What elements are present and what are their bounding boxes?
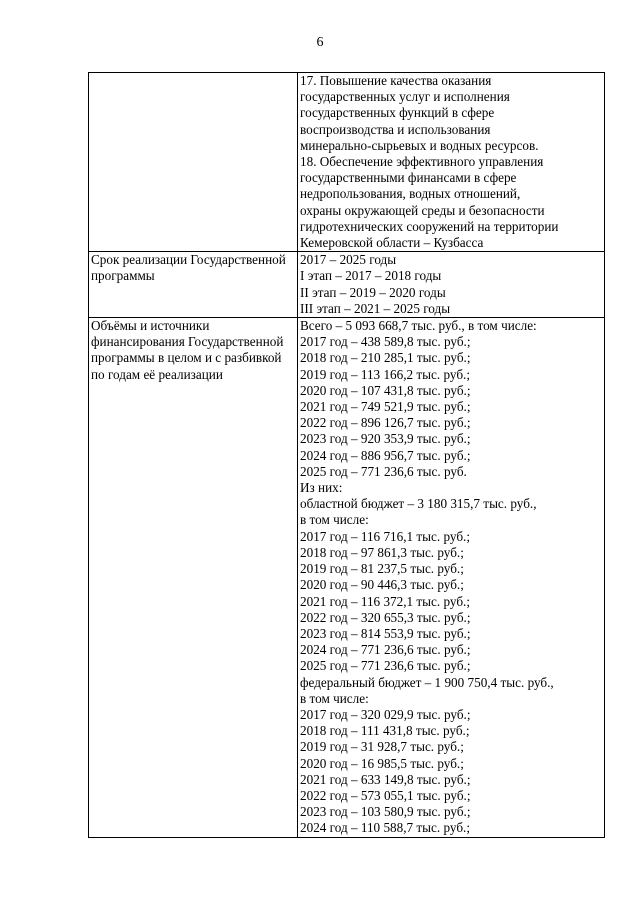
program-passport-table: [88, 72, 605, 838]
value-line: в том числе:: [300, 512, 369, 528]
value-line: 2018 год – 97 861,3 тыс. руб.;: [300, 544, 464, 560]
value-line: 2018 год – 111 431,8 тыс. руб.;: [300, 723, 470, 739]
value-line: государственных функций в сфере: [300, 105, 495, 121]
value-line: 2018 год – 210 285,1 тыс. руб.;: [300, 350, 471, 366]
value-line: 2022 год – 573 055,1 тыс. руб.;: [300, 787, 471, 803]
row-value-cell: [298, 318, 605, 838]
value-line: воспроизводства и использования: [300, 121, 491, 137]
value-line: в том числе:: [300, 690, 369, 706]
value-line: 2021 год – 633 149,8 тыс. руб.;: [300, 771, 471, 787]
value-line: Кемеровской области – Кузбасса: [300, 235, 484, 251]
page-number: 6: [316, 35, 324, 50]
value-line: I этап – 2017 – 2018 годы: [300, 268, 442, 284]
table-row-goals-continued: [89, 73, 605, 252]
value-line: минерально-сырьевых и водных ресурсов.: [300, 137, 539, 153]
value-line: 2019 год – 113 166,2 тыс. руб.;: [300, 366, 471, 382]
row-label: Срок реализации Государственной программы: [91, 252, 286, 284]
value-line: недропользования, водных отношений,: [300, 186, 521, 202]
value-line: 2023 год – 920 353,9 тыс. руб.;: [300, 431, 471, 447]
value-line: 2022 год – 896 126,7 тыс. руб.;: [300, 415, 471, 431]
value-line: 2017 – 2025 годы: [300, 252, 397, 268]
value-line: областной бюджет – 3 180 315,7 тыс. руб.,: [300, 496, 537, 512]
value-line: 2019 год – 81 237,5 тыс. руб.;: [300, 561, 464, 577]
value-line: 18. Обеспечение эффективного управления: [300, 154, 544, 170]
value-line: II этап – 2019 – 2020 годы: [300, 284, 446, 300]
table-body: [89, 73, 605, 838]
row-label-cell: [89, 252, 298, 318]
value-line: Из них:: [300, 480, 343, 496]
value-line: 2020 год – 107 431,8 тыс. руб.;: [300, 382, 471, 398]
value-line: 2020 год – 90 446,3 тыс. руб.;: [300, 577, 464, 593]
value-line: 2020 год – 16 985,5 тыс. руб.;: [300, 755, 464, 771]
value-line: 2021 год – 749 521,9 тыс. руб.;: [300, 399, 471, 415]
value-line: 2024 год – 886 956,7 тыс. руб.;: [300, 447, 471, 463]
table-row-funding: [89, 318, 605, 838]
value-line: 2022 год – 320 655,3 тыс. руб.;: [300, 609, 471, 625]
row-label: Объёмы и источники финансирования Государственной программы в целом и с разбивкой по годам её реализации: [91, 318, 284, 382]
value-line: 2023 год – 103 580,9 тыс. руб.;: [300, 804, 471, 820]
value-line: 17. Повышение качества оказания: [300, 73, 492, 88]
value-line: 2017 год – 438 589,8 тыс. руб.;: [300, 334, 471, 350]
value-line: 2025 год – 771 236,6 тыс. руб.;: [300, 658, 471, 674]
value-line: гидротехнических сооружений на территории: [300, 218, 559, 234]
row-value-cell: [298, 252, 605, 318]
value-line: государственных услуг и исполнения: [300, 89, 510, 105]
value-line: Всего – 5 093 668,7 тыс. руб., в том числе:: [300, 318, 537, 334]
value-line: охраны окружающей среды и безопасности: [300, 202, 545, 218]
row-label-cell: [89, 318, 298, 838]
value-line: 2023 год – 814 553,9 тыс. руб.;: [300, 625, 471, 641]
value-line: федеральный бюджет – 1 900 750,4 тыс. руб.,: [300, 674, 554, 690]
value-line: 2025 год – 771 236,6 тыс. руб.: [300, 463, 467, 479]
value-line: 2021 год – 116 372,1 тыс. руб.;: [300, 593, 471, 609]
row-label-cell: [89, 73, 298, 252]
value-line: 2024 год – 110 588,7 тыс. руб.;: [300, 820, 471, 836]
value-line: 2017 год – 116 716,1 тыс. руб.;: [300, 528, 471, 544]
row-value-cell: [298, 73, 605, 252]
value-line: 2019 год – 31 928,7 тыс. руб.;: [300, 739, 464, 755]
value-line: государственными финансами в сфере: [300, 170, 517, 186]
value-line: III этап – 2021 – 2025 годы: [300, 300, 451, 316]
value-line: 2024 год – 771 236,6 тыс. руб.;: [300, 642, 471, 658]
table-row-implementation-period: [89, 252, 605, 318]
value-line: 2017 год – 320 029,9 тыс. руб.;: [300, 706, 471, 722]
